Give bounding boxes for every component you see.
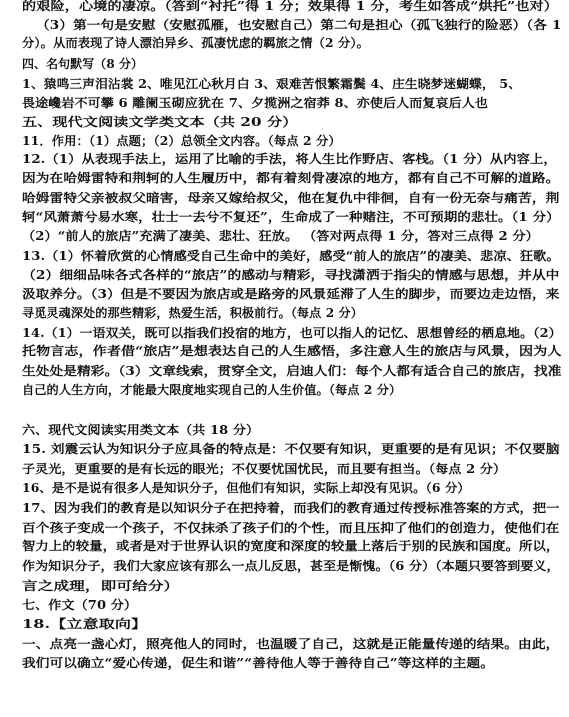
text-line: 作为知识分子，我们大家应该有那么一点儿反思，甚至是惭愧。（6 分）（本题只要答到要义， <box>22 559 560 573</box>
text-line: 五、现代文阅读文学类文本（共 20 分） <box>22 115 298 129</box>
text-line: 一、点亮一盏心灯，照亮他人的同时，也温暖了自己，这就是正能量传递的结果。由此， <box>22 637 560 651</box>
text-line: 百个孩子变成一个孩子，不仅抹杀了孩子们的个性，而且压抑了他们的创造力，使他们在 <box>22 521 560 535</box>
text-line: 轲“风萧萧兮易水寒，壮士一去兮不复还”，生命成了一种赌注，不可预期的悲壮。（1 分） <box>22 210 560 224</box>
text-line: 哈姆雷特父亲被叔父暗害，母亲又嫁给叔父，他在复仇中徘徊，自有一份无奈与痛苦，荆 <box>22 191 560 205</box>
text-line: 15. 刘震云认为知识分子应具备的特点是：不仅要有知识，更重要的是有见识；不仅要脑 <box>22 442 560 456</box>
text-line: 四、名句默写（8 分） <box>22 57 144 71</box>
text-line: 自己的人生方向，才能最大限度地实现自己的人生价值。（每点 2 分） <box>22 383 402 397</box>
text-line: 分）。从而表现了诗人漂泊异乡、孤凄忧虑的羁旅之情（2 分）。 <box>22 36 370 50</box>
text-line: 12.（1）从表现手法上，运用了比喻的手法，将人生比作野店、客栈。（1 分）从内容上， <box>22 152 557 166</box>
text-line: 畏途巉岩不可攀 6 雕阑玉砌应犹在 7、夕揽洲之宿莽 8、亦使后人而复哀后人也 <box>22 96 488 110</box>
text-line: 我们可以确立“爱心传递，促生和谐”“善待他人等于善待自己”等这样的主题。 <box>22 656 495 670</box>
text-line: （3）第一句是安慰（安慰孤雁，也安慰自己）第二句是担心（孤飞独行的险恶）（各 1 <box>36 18 562 32</box>
text-line: 六、现代文阅读实用类文本（共 18 分） <box>22 423 260 437</box>
text-line: 因为在哈姆雷特和荆轲的人生履历中，都有着刻骨凄凉的地方，都有自己不可解的道路。 <box>22 171 560 185</box>
text-line: 智力上的较量，或者是对于世界认识的宽度和深度的较量上落后于别的民族和国度。所以， <box>22 539 560 553</box>
text-line: 1、猿鸣三声泪沾裳 2、唯见江心秋月白 3、艰难苦恨繁霜鬓 4、庄生晓梦迷蝴蝶， 5、 <box>22 77 522 91</box>
text-line: （2）细细品味各式各样的“旅店”的感动与精彩，寻找潇洒于指尖的情感与思想，并从中 <box>22 268 560 282</box>
text-line: 13.（1）怀着欣赏的心情感受自己生命中的美好，感受“前人的旅店”的凄美、悲凉、狂歌。 <box>22 249 560 263</box>
text-line: 17、因为我们的教育是以知识分子在把持着，而我们的教育通过传授标准答案的方式，把一 <box>22 501 560 515</box>
text-line: 的艰险，心境的凄凉。（答到“衬托”得 1 分；效果得 1 分，考生如答成“烘托”也对） <box>22 0 558 13</box>
text-line: 11．作用：（1）点题；（2）总领全文内容。（每点 2 分） <box>22 134 341 148</box>
text-line: 子灵光，更重要的是有长远的眼光；不仅要忧国忧民，而且要有担当。（每点 2 分） <box>22 462 507 476</box>
text-line: 14.（1）一语双关，既可以指我们投宿的地方，也可以指人的记忆、思想曾经的栖息地。（2） <box>22 326 562 340</box>
text-line: （2）“前人的旅店”充满了凄美、悲壮、狂放。 （答对两点得 1 分，答对三点得 2 分） <box>22 229 539 243</box>
text-line: 汲取养分。（3）但是不要因为旅店或是路旁的风景延滞了人生的脚步，而要边走边悟，来 <box>22 287 560 301</box>
text-line: 18.【立意取向】 <box>22 617 148 631</box>
text-line: 七、作文（70 分） <box>22 598 138 612</box>
text-line: 寻觅灵魂深处的那些精彩，热爱生活，积极前行。（每点 2 分） <box>22 306 363 320</box>
text-line: 16、是不是说有很多人是知识分子，但他们有知识，实际上却没有见识。（6 分） <box>22 481 470 495</box>
text-line: 言之成理，即可给分） <box>22 579 180 593</box>
text-line: 托物言志，作者借“旅店”是想表达自己的人生感悟，多注意人生的旅店与风景，因为人 <box>22 344 562 358</box>
text-line: 生处处是精彩。（3）文章线索，贯穿全文，启迪人们：每个人都有适合自己的旅店，找准 <box>22 364 562 378</box>
